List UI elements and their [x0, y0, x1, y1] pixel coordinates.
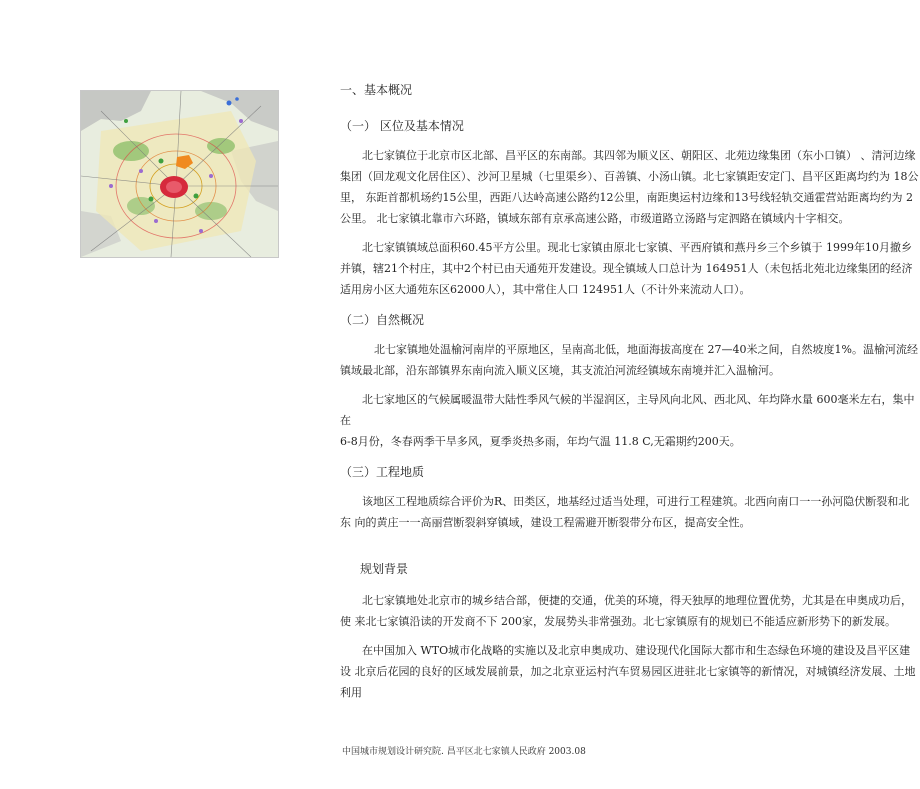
paragraph: 该地区工程地质综合评价为R、田类区，地基经过适当处理，可进行工程建筑。北西向南口一一孙河隐伏断裂和北东 向的黄庄一一高丽营断裂斜穿镇域，建设工程需避开断裂带分布区，提高安全性。 [340, 495, 910, 529]
location-map [80, 90, 279, 258]
section-title-geology: （三）工程地质 [340, 465, 425, 479]
paragraph: 6-8月份，冬春两季干旱多风，夏季炎热多雨，年均气温 11.8 C,无霜期约200天。 [340, 435, 741, 448]
page-footer: 中国城市规划设计研究院. 昌平区北七家镇人民政府 2003.08 [342, 747, 586, 757]
paragraph: 北七家镇镇域总面积60.45平方公里。现北七家镇由原北七家镇、平西府镇和燕丹乡三个乡镇于 1999年10月撤乡并镇，辖21个村庄，其中2个村已由天通苑开发建设。现全镇域人口总计为 164951人（未包括北苑北边缘集团的经济适用房小区大通苑东区62000人），其中常住人口 124951人（不计外来流动人口）。 [340, 241, 913, 296]
location-map-graphic [81, 91, 278, 257]
paragraph: 在中国加入 WTO城市化战略的实施以及北京申奥成功、建设现代化国际大都市和生态绿色环境的建设及昌平区建设 北京后花园的良好的区域发展前景，加之北京亚运村汽车贸易园区进驻北七家镇等的新情况，对城镇经济发展、土地利用 [340, 644, 916, 699]
paragraph: 北七家镇位于北京市区北部、昌平区的东南部。其四邻为顺义区、朝阳区、北苑边缘集团（东小口镇） 、清河边缘集团（回龙观文化居住区）、沙河卫星城（七里渠乡）、百善镇、小汤山镇。北七家镇距安定门、昌平区距离均约为 18公里， 东距首都机场约15公里，西距八达岭高速公路约12公里，南距奥运村边缘和13号线轻轨交通霍营站距离均约为 2公里。 北七家镇北靠市六环路，镇域东部有京承高速公路，市级道路立汤路与定泗路在镇域内十字相交。 [340, 149, 919, 225]
section-title-location: （一） 区位及基本情况 [340, 119, 464, 133]
section-title-nature: （二）自然概况 [340, 313, 425, 327]
paragraph: 北七家镇地处北京市的城乡结合部，便捷的交通，优美的环境，得天独厚的地理位置优势，尤其是在申奥成功后，使 来北七家镇沿读的开发商不下 200家，发展势头非常强劲。北七家镇原有的规划已不能适应新形势下的新发展。 [340, 594, 912, 628]
paragraph: 北七家镇地处温榆河南岸的平原地区，呈南高北低，地面海拔高度在 27—40米之间，自然坡度1%。温榆河流经镇域最北部，沿东部镇界东南向流入顺义区境，其支流泊河流经镇域东南境并汇入温榆河。 [340, 343, 918, 377]
paragraph: 北七家地区的气候属暖温带大陆性季风气候的半湿润区，主导风向北风、西北风、年均降水量 600毫米左右，集中在 [340, 393, 915, 427]
section-title-background: 规划背景 [360, 562, 409, 576]
main-heading: 一、基本概况 [340, 83, 413, 97]
document-body [340, 80, 920, 711]
